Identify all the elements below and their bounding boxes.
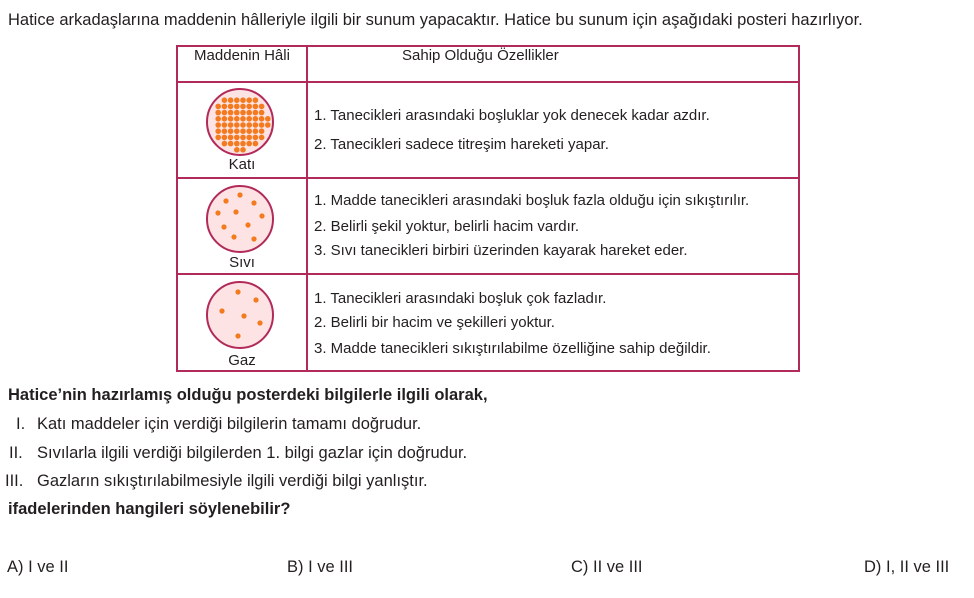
statement-number: II.	[9, 444, 23, 462]
particle-dot	[265, 116, 271, 122]
particle-dot	[234, 135, 240, 141]
property-text: 2. Belirli şekil yoktur, belirli hacim vardır.	[314, 218, 580, 235]
table-header-row	[177, 46, 799, 82]
particle-dot	[234, 128, 240, 134]
particle-dot	[228, 97, 234, 103]
particle-dot	[240, 128, 246, 134]
state-cell-gas	[177, 274, 307, 371]
table-row-liquid	[177, 178, 799, 274]
particle-dot	[253, 110, 259, 116]
particle-dot	[259, 128, 265, 134]
props-cell-liquid	[307, 178, 799, 274]
particle-dot	[234, 122, 240, 128]
property-text: 3. Sıvı tanecikleri birbiri üzerinden kayarak hareket eder.	[314, 242, 688, 259]
particle-dot	[246, 104, 252, 110]
particle-dot	[228, 141, 234, 147]
particle-dot	[253, 128, 259, 134]
particle-dot	[259, 110, 265, 116]
statement-text: Sıvılarla ilgili verdiği bilgilerden 1. bilgi gazlar için doğrudur.	[37, 444, 468, 462]
particle-dot	[246, 128, 252, 134]
particle-dot	[234, 104, 240, 110]
particle-dot	[253, 135, 259, 141]
property-text: 2. Tanecikleri sadece titreşim hareketi yapar.	[314, 136, 609, 153]
particle-dot	[234, 147, 240, 153]
property-text: 3. Madde tanecikleri sıkıştırılabilme özelliğine sahip değildir.	[314, 340, 711, 357]
intro-text: Hatice arkadaşlarına maddenin hâlleriyle ilgili bir sunum yapacaktır. Hatice bu sunum için aşağıdaki posteri hazırlıyor.	[8, 11, 863, 29]
particle-dot	[253, 116, 259, 122]
particle-dot	[259, 122, 265, 128]
particle-dot	[240, 104, 246, 110]
poster-table	[176, 45, 800, 372]
particle-dot	[259, 104, 265, 110]
props-cell-solid	[307, 82, 799, 178]
state-label-gas: Gaz	[228, 352, 256, 369]
particle-dot	[228, 135, 234, 141]
particle-dot	[253, 104, 259, 110]
particle-dot	[253, 97, 259, 103]
particle-dot	[240, 135, 246, 141]
particle-dot	[246, 122, 252, 128]
option-a[interactable]: A) I ve II	[7, 558, 69, 576]
particle-dot	[228, 110, 234, 116]
question-text: Hatice’nin hazırlamış olduğu posterdeki bilgilerle ilgili olarak,	[8, 386, 488, 404]
particle-dot	[215, 116, 221, 122]
particle-dot	[222, 116, 228, 122]
state-cell-liquid	[177, 178, 307, 274]
particle-dot	[234, 141, 240, 147]
particle-dot	[215, 128, 221, 134]
option-c[interactable]: C) II ve III	[571, 558, 643, 576]
header-state: Maddenin Hâli	[177, 46, 307, 82]
particle-dot	[234, 97, 240, 103]
closing-text: ifadelerinden hangileri söylenebilir?	[8, 500, 291, 518]
particle-dot	[240, 141, 246, 147]
props-cell-gas	[307, 274, 799, 371]
particle-dot	[240, 97, 246, 103]
particle-dot	[215, 104, 221, 110]
particle-dot	[228, 128, 234, 134]
particle-dot	[253, 141, 259, 147]
table-row-gas	[177, 274, 799, 371]
particle-dot	[215, 122, 221, 128]
table-row-solid	[177, 82, 799, 178]
particle-dot	[246, 97, 252, 103]
particle-dot	[240, 122, 246, 128]
particle-dot	[259, 135, 265, 141]
particle-dot	[246, 110, 252, 116]
particle-dot	[215, 110, 221, 116]
header-properties: Sahip Olduğu Özellikler	[307, 46, 799, 82]
particle-dot	[222, 128, 228, 134]
particle-dot	[222, 110, 228, 116]
particle-dot	[246, 116, 252, 122]
state-cell-solid	[177, 82, 307, 178]
state-label-liquid: Sıvı	[229, 254, 255, 271]
particle-dot	[228, 116, 234, 122]
particle-dot	[240, 116, 246, 122]
particle-dot	[228, 104, 234, 110]
statement-text: Gazların sıkıştırılabilmesiyle ilgili verdiği bilgi yanlıştır.	[37, 472, 428, 490]
particle-dot	[222, 135, 228, 141]
particle-dot	[234, 110, 240, 116]
particle-dot	[222, 104, 228, 110]
particle-dot	[222, 97, 228, 103]
statement-number: III.	[5, 472, 24, 490]
particle-dot	[246, 135, 252, 141]
particle-dot	[265, 122, 271, 128]
particle-dot	[259, 116, 265, 122]
statement-number: I.	[16, 415, 26, 433]
particle-dot	[215, 135, 221, 141]
particle-dot	[234, 116, 240, 122]
option-d[interactable]: D) I, II ve III	[864, 558, 950, 576]
property-text: 1. Tanecikleri arasındaki boşluk çok fazladır.	[314, 290, 607, 307]
statement-text: Katı maddeler için verdiği bilgilerin tamamı doğrudur.	[37, 415, 422, 433]
particle-dot	[222, 122, 228, 128]
particle-dot	[253, 122, 259, 128]
particle-dot	[246, 141, 252, 147]
property-text: 2. Belirli bir hacim ve şekilleri yoktur.	[314, 314, 555, 331]
particle-dot	[222, 141, 228, 147]
state-label-solid: Katı	[228, 156, 256, 173]
property-text: 1. Tanecikleri arasındaki boşluklar yok denecek kadar azdır.	[314, 107, 710, 124]
particle-dot	[240, 147, 246, 153]
particle-dot	[240, 110, 246, 116]
option-b[interactable]: B) I ve III	[287, 558, 354, 576]
particle-dot	[228, 122, 234, 128]
property-text: 1. Madde tanecikleri arasındaki boşluk fazla olduğu için sıkıştırılır.	[314, 192, 750, 209]
